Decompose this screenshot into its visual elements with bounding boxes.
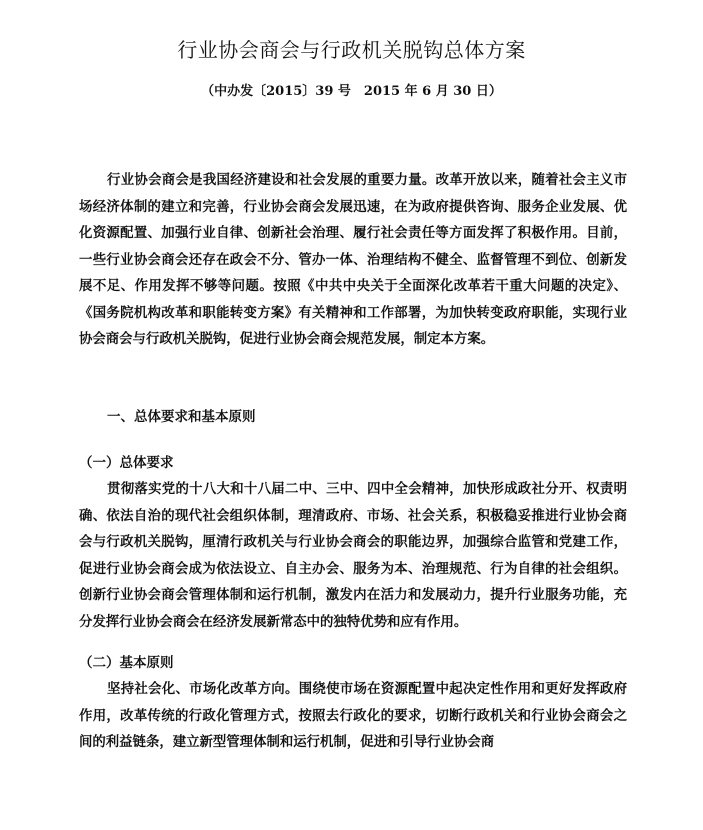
document-title: 行业协会商会与行政机关脱钩总体方案	[177, 38, 526, 62]
subsection-paragraph: 坚持社会化、市场化改革方向。围绕使市场在资源配置中起决定性作用和更好发挥政府作用，改革传统的行政化管理方式，按照去行政化的要求，切断行政机关和行业协会商会之间的利益链条，建立新型管理体制和运行机制，促进和引导行业协会商	[79, 681, 627, 750]
intro-paragraph: 行业协会商会是我国经济建设和社会发展的重要力量。改革开放以来，随着社会主义市场经济体制的建立和完善，行业协会商会发展迅速，在为政府提供咨询、服务企业发展、优化资源配置、加强行业自律、创新社会治理、履行社会责任等方面发挥了积极作用。目前，一些行业协会商会还存在政会不分、管办一体、治理结构不健全、监督管理不到位、创新发展不足、作用发挥不够等问题。按照《中共中央关于全面深化改革若干重大问题的决定》、《国务院机构改革和职能转变方案》有关精神和工作部署，为加快转变政府职能，实现行业协会商会与行政机关脱钩，促进行业协会商会规范发展，制定本方案。	[79, 172, 627, 347]
subsection-paragraph: 贯彻落实党的十八大和十八届二中、三中、四中全会精神，加快形成政社分开、权责明确、依法自治的现代社会组织体制，理清政府、市场、社会关系，积极稳妥推进行业协会商会与行政机关脱钩，厘清行政机关与行业协会商会的职能边界，加强综合监管和党建工作，促进行业协会商会成为依法设立、自主办会、服务为本、治理规范、行为自律的社会组织。创新行业协会商会管理体制和运行机制，激发内在活力和发展动力，提升行业服务功能，充分发挥行业协会商会在经济发展新常态中的独特优势和应有作用。	[79, 481, 627, 630]
section-heading: 一、总体要求和基本原则	[107, 409, 256, 425]
subsection-heading: （一）总体要求	[79, 455, 174, 471]
subsection-heading: （二）基本原则	[79, 655, 174, 671]
document-number: （中办发〔2015〕39 号 2015 年 6 月 30 日）	[201, 84, 502, 99]
